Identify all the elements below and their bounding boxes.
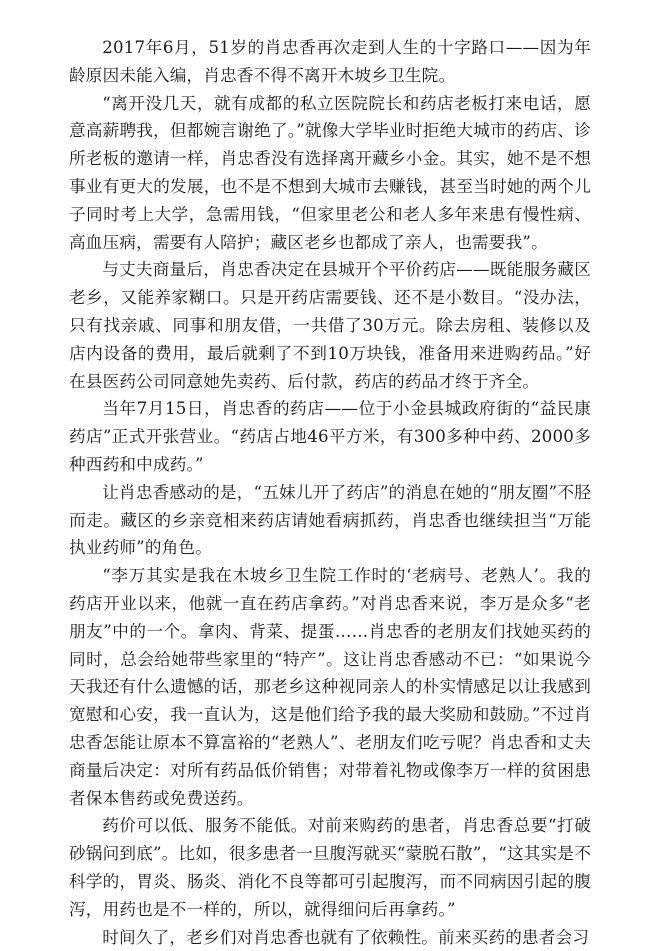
- paragraph-7: 药价可以低、服务不能低。对前来购药的患者，肖忠香总要“打破砂锅问到底”。比如，很多患者一旦腹泻就买“蒙脱石散”，“这其实是不科学的，胃炎、肠炎、消化不良等都可引起腹泻，而不同病因引起的腹泻，用药也是不一样的，所以，就得细问后再拿药。”: [69, 812, 591, 923]
- paragraph-3: 与丈夫商量后，肖忠香决定在县城开个平价药店——既能服务藏区老乡，又能养家糊口。只是开药店需要钱、还不是小数目。“没办法，只有找亲戚、同事和朋友借，一共借了30万元。除去房租、装修以及店内设备的费用，最后就剩了不到10万块钱，准备用来进购药品。”好在县医药公司同意她先卖药、后付款，药店的药品才终于齐全。: [69, 256, 591, 395]
- paragraph-1: 2017年6月，51岁的肖忠香再次走到人生的十字路口——因为年龄原因未能入编，肖忠香不得不离开木坡乡卫生院。: [69, 34, 591, 90]
- paragraph-8: 时间久了，老乡们对肖忠香也就有了依赖性。前来买药的患者会习: [69, 924, 591, 951]
- paragraph-5: 让肖忠香感动的是，“五妹儿开了药店”的消息在她的“朋友圈”不胫而走。藏区的乡亲竞相来药店请她看病抓药，肖忠香也继续担当“万能执业药师”的角色。: [69, 479, 591, 562]
- article-body: [69, 34, 591, 951]
- paragraph-4: 当年7月15日，肖忠香的药店——位于小金县城政府街的“益民康药店”正式开张营业。“药店占地46平方米，有300多种中药、2000多种西药和中成药。”: [69, 395, 591, 478]
- paragraph-6: “李万其实是我在木坡乡卫生院工作时的‘老病号、老熟人’。我的药店开业以来，他就一直在药店拿药。”对肖忠香来说，李万是众多“老朋友”中的一个。拿肉、背菜、提蛋……肖忠香的老朋友们找她买药的同时，总会给她带些家里的“特产”。这让肖忠香感动不已：“如果说今天我还有什么遗憾的话，那老乡这种视同亲人的朴实情感足以让我感到宽慰和心安，我一直认为，这是他们给予我的最大奖励和鼓励。”不过肖忠香怎能让原本不算富裕的“老熟人”、老朋友们吃亏呢？肖忠香和丈夫商量后决定：对所有药品低价销售；对带着礼物或像李万一样的贫困患者保本售药或免费送药。: [69, 562, 591, 812]
- paragraph-2: “离开没几天，就有成都的私立医院院长和药店老板打来电话，愿意高薪聘我，但都婉言谢绝了。”就像大学毕业时拒绝大城市的药店、诊所老板的邀请一样，肖忠香没有选择离开藏乡小金。其实，她不是不想事业有更大的发展，也不是不想到大城市去赚钱，甚至当时她的两个儿子同时考上大学，急需用钱，“但家里老公和老人多年来患有慢性病、高血压病，需要有人陪护；藏区老乡也都成了亲人，也需要我”。: [69, 90, 591, 257]
